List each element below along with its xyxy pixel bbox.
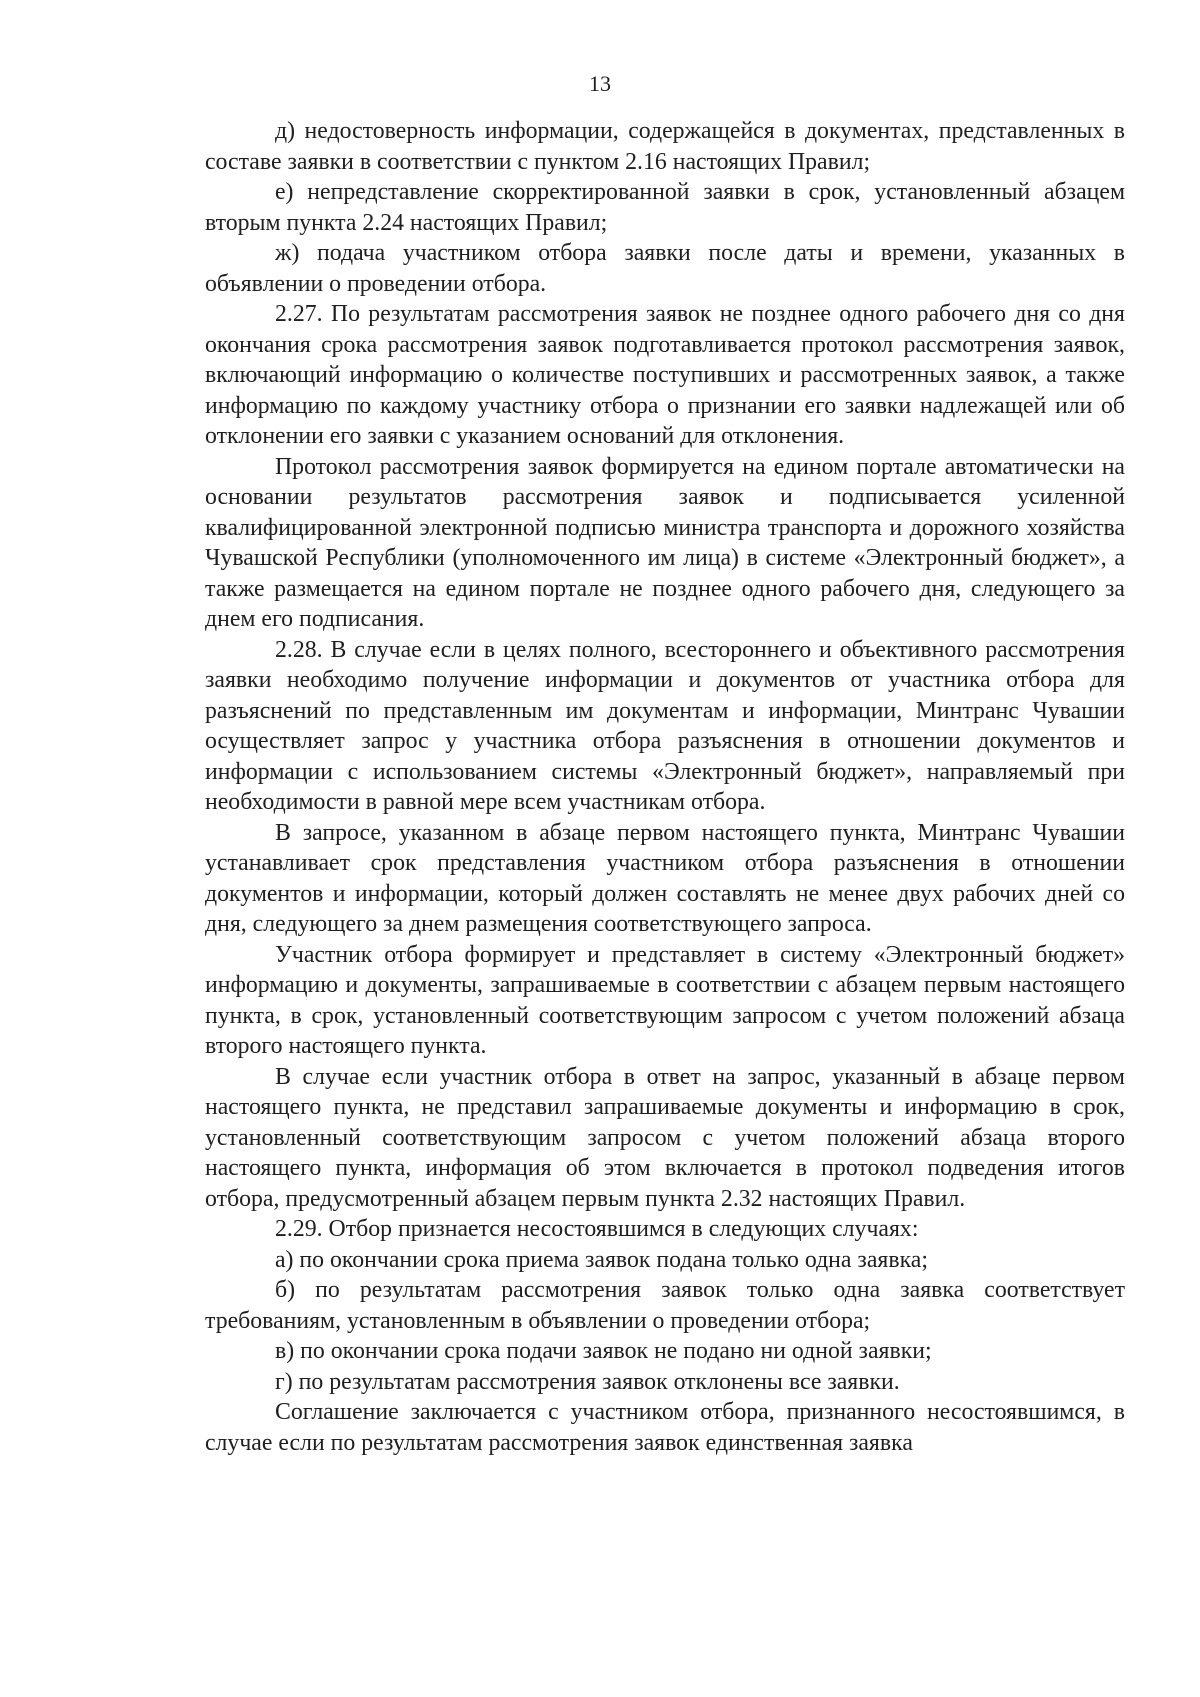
paragraph-case-a: а) по окончании срока приема заявок подана только одна заявка; xyxy=(275,1246,928,1273)
paragraph-no-response: В случае если участник отбора в ответ на запрос, указанный в абзаце первом настоящего пункта, не представил запрашиваемые документы и информацию в срок, установленный соответствующим запросом с учетом положений абзаца второго настоящего пункта, информация об этом включается в протокол подведения итогов отбора, предусмотренный абзацем первым пункта 2.32 настоящих Правил. xyxy=(205,1063,1125,1212)
paragraph-case-v: в) по окончании срока подачи заявок не подано ни одной заявки; xyxy=(275,1338,932,1364)
document-body xyxy=(205,116,1125,1458)
paragraph-case-g: г) по результатам рассмотрения заявок отклонены все заявки. xyxy=(275,1368,900,1395)
paragraph-section-2-29: 2.29. Отбор признается несостоявшимся в следующих случаях: xyxy=(275,1216,919,1242)
paragraph-participant-response: Участник отбора формирует и представляет в систему «Электронный бюджет» информацию и документы, запрашиваемые в соответствии с абзацем первым настоящего пункта, в срок, установленный соответствующим запросом с учетом положений абзаца второго настоящего пункта. xyxy=(205,941,1125,1059)
paragraph-item-d: д) недостоверность информации, содержащейся в документах, представленных в составе заявки в соответствии с пунктом 2.16 настоящих Правил; xyxy=(205,118,1125,175)
paragraph-agreement: Соглашение заключается с участником отбора, признанного несостоявшимся, в случае если по результатам рассмотрения заявок единственная заявка xyxy=(205,1399,1125,1456)
paragraph-section-2-27: 2.27. По результатам рассмотрения заявок не позднее одного рабочего дня со дня окончания срока рассмотрения заявок подготавливается протокол рассмотрения заявок, включающий информацию о количестве поступивших и рассмотренных заявок, а также информацию по каждому участнику отбора о признании его заявки надлежащей или об отклонении его заявки с указанием оснований для отклонения. xyxy=(205,301,1125,449)
paragraph-case-b: б) по результатам рассмотрения заявок только одна заявка соответствует требованиям, установленным в объявлении о проведении отбора; xyxy=(205,1277,1125,1334)
paragraph-item-zh: ж) подача участником отбора заявки после даты и времени, указанных в объявлении о проведении отбора. xyxy=(205,240,1125,297)
paragraph-request-term: В запросе, указанном в абзаце первом настоящего пункта, Минтранс Чувашии устанавливает срок представления участником отбора разъяснения в отношении документов и информации, который должен составлять не менее двух рабочих дней со дня, следующего за днем размещения соответствующего запроса. xyxy=(205,819,1125,937)
page-number: 13 xyxy=(589,71,611,96)
paragraph-section-2-28: 2.28. В случае если в целях полного, всестороннего и объективного рассмотрения заявки необходимо получение информации и документов от участника отбора для разъяснений по представленным им документам и информации, Минтранс Чувашии осуществляет запрос у участника отбора разъяснения в отношении документов и информации с использованием системы «Электронный бюджет», направляемый при необходимости в равной мере всем участникам отбора. xyxy=(205,636,1125,815)
paragraph-item-e: е) непредставление скорректированной заявки в срок, установленный абзацем вторым пункта 2.24 настоящих Правил; xyxy=(205,179,1125,236)
paragraph-protocol: Протокол рассмотрения заявок формируется на едином портале автоматически на основании результатов рассмотрения заявок и подписывается усиленной квалифицированной электронной подписью министра транспорта и дорожного хозяйства Чувашской Республики (уполномоченного им лица) в системе «Электронный бюджет», а также размещается на едином портале не позднее одного рабочего дня, следующего за днем его подписания. xyxy=(205,453,1125,632)
